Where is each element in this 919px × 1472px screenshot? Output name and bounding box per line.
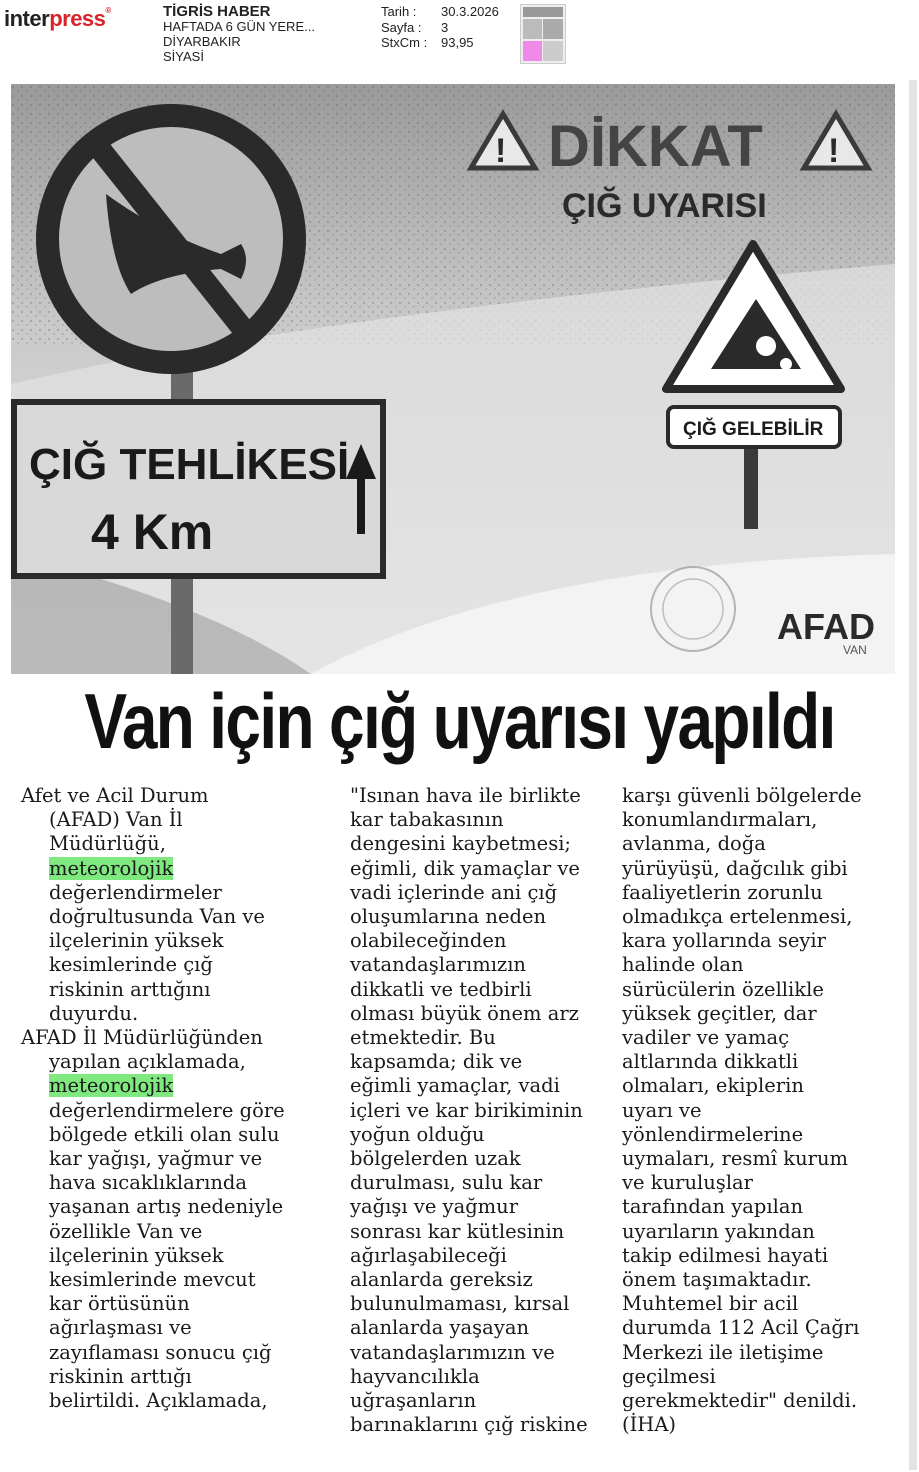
text-line: uyarı ve	[622, 1098, 702, 1122]
text-line: yönlendirmelerine	[622, 1122, 804, 1146]
road-sign-line1: ÇIĞ TEHLİKESİ	[29, 440, 350, 489]
text-line: içleri ve kar birikiminin	[350, 1098, 583, 1122]
interpress-logo: interpress®	[4, 6, 111, 31]
warning-subtitle: ÇIĞ UYARISI	[562, 187, 767, 225]
publication-meta	[163, 4, 315, 64]
text-line: Müdürlüğü,	[49, 832, 166, 856]
text-line: kar yağışı, yağmur ve	[49, 1147, 263, 1171]
text-line: durulması, sulu kar	[350, 1171, 543, 1195]
text-line: riskinin arttığı	[49, 1364, 192, 1388]
text-line: gerekmektedir" denildi.	[622, 1389, 858, 1413]
text-line: kesimlerinde mevcut	[49, 1268, 256, 1292]
text-line: alanlarda gereksiz	[350, 1268, 533, 1292]
text-line: yürüyüşü, dağcılık gibi	[622, 856, 848, 880]
text-line: kar örtüsünün	[49, 1292, 190, 1316]
avalanche-sign-text: ÇIĞ GELEBİLİR	[683, 419, 824, 440]
highlighted-keyword: meteorolojik	[49, 856, 174, 880]
text-line: olmadıkça ertelenmesi,	[622, 905, 853, 929]
page-value: 3	[441, 19, 449, 35]
text-line: olmaları, ekiplerin	[622, 1074, 804, 1098]
road-sign-line2: 4 Km	[91, 504, 214, 560]
text-line: sürücülerin özellikle	[622, 977, 824, 1001]
text-line: ilçelerinin yüksek	[49, 929, 224, 953]
text-line: riskinin arttığını	[49, 977, 211, 1001]
text-line: belirtildi. Açıklamada,	[49, 1389, 268, 1413]
article-column-2	[350, 784, 615, 1437]
text-line: zayıflaması sonucu çığ	[49, 1340, 272, 1364]
text-line: (AFAD) Van İl	[49, 808, 183, 832]
text-line: durumda 112 Acil Çağrı	[622, 1316, 860, 1340]
text-line: kar tabakasının	[350, 808, 504, 832]
stxcm-value: 93,95	[441, 35, 474, 50]
publication-section: SİYASİ	[163, 49, 204, 64]
text-line: ağırlaşabileceği	[350, 1243, 507, 1267]
text-line: olması büyük önem arz	[350, 1001, 579, 1025]
text-line: uyarıların yakından	[622, 1219, 815, 1243]
highlighted-keyword: meteorolojik	[49, 1074, 174, 1098]
text-line: olabileceğinden	[350, 929, 507, 953]
text-line: tarafından yapılan	[622, 1195, 804, 1219]
article-column-3	[622, 784, 912, 1437]
text-line: konumlandırmaları,	[622, 808, 818, 832]
text-line: faaliyetlerin zorunlu	[622, 880, 823, 904]
paragraph-1	[21, 784, 311, 1026]
text-line: AFAD İl Müdürlüğünden	[21, 1026, 263, 1050]
svg-text:!: !	[828, 132, 840, 170]
text-line: önem taşımaktadır.	[622, 1268, 812, 1292]
text-line: ilçelerinin yüksek	[49, 1243, 224, 1267]
text-line: halinde olan	[622, 953, 744, 977]
text-line: yüksek geçitler, dar	[622, 1001, 817, 1025]
publication-frequency: HAFTADA 6 GÜN YERE...	[163, 19, 315, 34]
text-line: Merkezi ile iletişime	[622, 1340, 824, 1364]
text-line: değerlendirmelere göre	[49, 1098, 285, 1122]
article-column-1	[21, 784, 311, 1413]
text-line: barınaklarını çığ riskine	[350, 1413, 588, 1437]
afad-logo: AFAD	[777, 606, 875, 647]
text-line: takip edilmesi hayati	[622, 1243, 829, 1267]
date-label: Tarih :	[381, 4, 417, 19]
text-line: özellikle Van ve	[49, 1219, 203, 1243]
text-line: etmektedir. Bu	[350, 1026, 496, 1050]
text-line: yapılan açıklamada,	[49, 1050, 246, 1074]
text-line: kara yollarında seyir	[622, 929, 826, 953]
text-line: yoğun olduğu	[350, 1122, 485, 1146]
text-line: altlarında dikkatli	[622, 1050, 799, 1074]
text-line: uymaları, resmî kurum	[622, 1147, 849, 1171]
text-line: dengesini kaybetmesi;	[350, 832, 572, 856]
text-line: karşı güvenli bölgelerde	[622, 784, 862, 807]
text-line: vatandaşlarımızın ve	[350, 1340, 555, 1364]
text-line: sonrası kar kütlesinin	[350, 1219, 565, 1243]
text-line: avlanma, doğa	[622, 832, 766, 856]
text-line: kesimlerinde çığ	[49, 953, 213, 977]
text-line: "Isınan hava ile birlikte	[350, 784, 581, 807]
highlight-line	[21, 1074, 311, 1098]
headline: Van için çığ uyarısı yapıldı	[84, 677, 835, 765]
text-line: alanlarda yaşayan	[350, 1316, 530, 1340]
publication-city: DİYARBAKIR	[163, 34, 241, 49]
text-line: değerlendirmeler	[49, 880, 222, 904]
text-line: bulunulmaması, kırsal	[350, 1292, 570, 1316]
text-line: ve kuruluşlar	[622, 1171, 753, 1195]
text-line: dikkatli ve tedbirli	[350, 977, 532, 1001]
article-photo	[11, 84, 895, 674]
text-line: uğraşanların	[350, 1389, 477, 1413]
highlight-line	[21, 857, 311, 881]
afad-logo-sub: VAN	[843, 643, 867, 657]
date-value: 30.3.2026	[441, 4, 499, 19]
paragraph-2	[21, 1026, 311, 1413]
stxcm-label: StxCm :	[381, 35, 428, 50]
text-line: bölgelerden uzak	[350, 1147, 521, 1171]
text-line: duyurdu.	[49, 1001, 139, 1025]
publication-name: TİGRİS HABER	[163, 3, 271, 20]
text-line: vatandaşlarımızın	[350, 953, 526, 977]
text-line: eğimli, dik yamaçlar ve	[350, 856, 580, 880]
road-sign	[11, 399, 386, 579]
warning-title: DİKKAT	[548, 114, 763, 179]
text-line: oluşumlarına neden	[350, 905, 547, 929]
text-line: Muhtemel bir acil	[622, 1292, 799, 1316]
clip-details	[381, 4, 499, 51]
text-line: vadiler ve yamaç	[622, 1026, 790, 1050]
source-credit: (İHA)	[622, 1413, 677, 1437]
text-line: kapsamda; dik ve	[350, 1050, 523, 1074]
text-line: geçilmesi	[622, 1364, 716, 1388]
text-line: vadi içlerinde ani çığ	[350, 880, 558, 904]
text-line: bölgede etkili olan sulu	[49, 1122, 280, 1146]
page-label: Sayfa :	[381, 19, 422, 35]
text-line: hava sıcaklıklarında	[49, 1171, 248, 1195]
text-line: ağırlaşması ve	[49, 1316, 192, 1340]
text-line: yağışı ve yağmur	[350, 1195, 519, 1219]
text-line: hayvancılıkla	[350, 1364, 480, 1388]
text-line: doğrultusunda Van ve	[49, 905, 265, 929]
text-line: eğimli yamaçlar, vadi	[350, 1074, 560, 1098]
page-thumbnail[interactable]	[520, 4, 566, 64]
svg-text:!: !	[495, 132, 507, 170]
text-line: Afet ve Acil Durum	[21, 784, 209, 807]
text-line: yaşanan artış nedeniyle	[49, 1195, 284, 1219]
